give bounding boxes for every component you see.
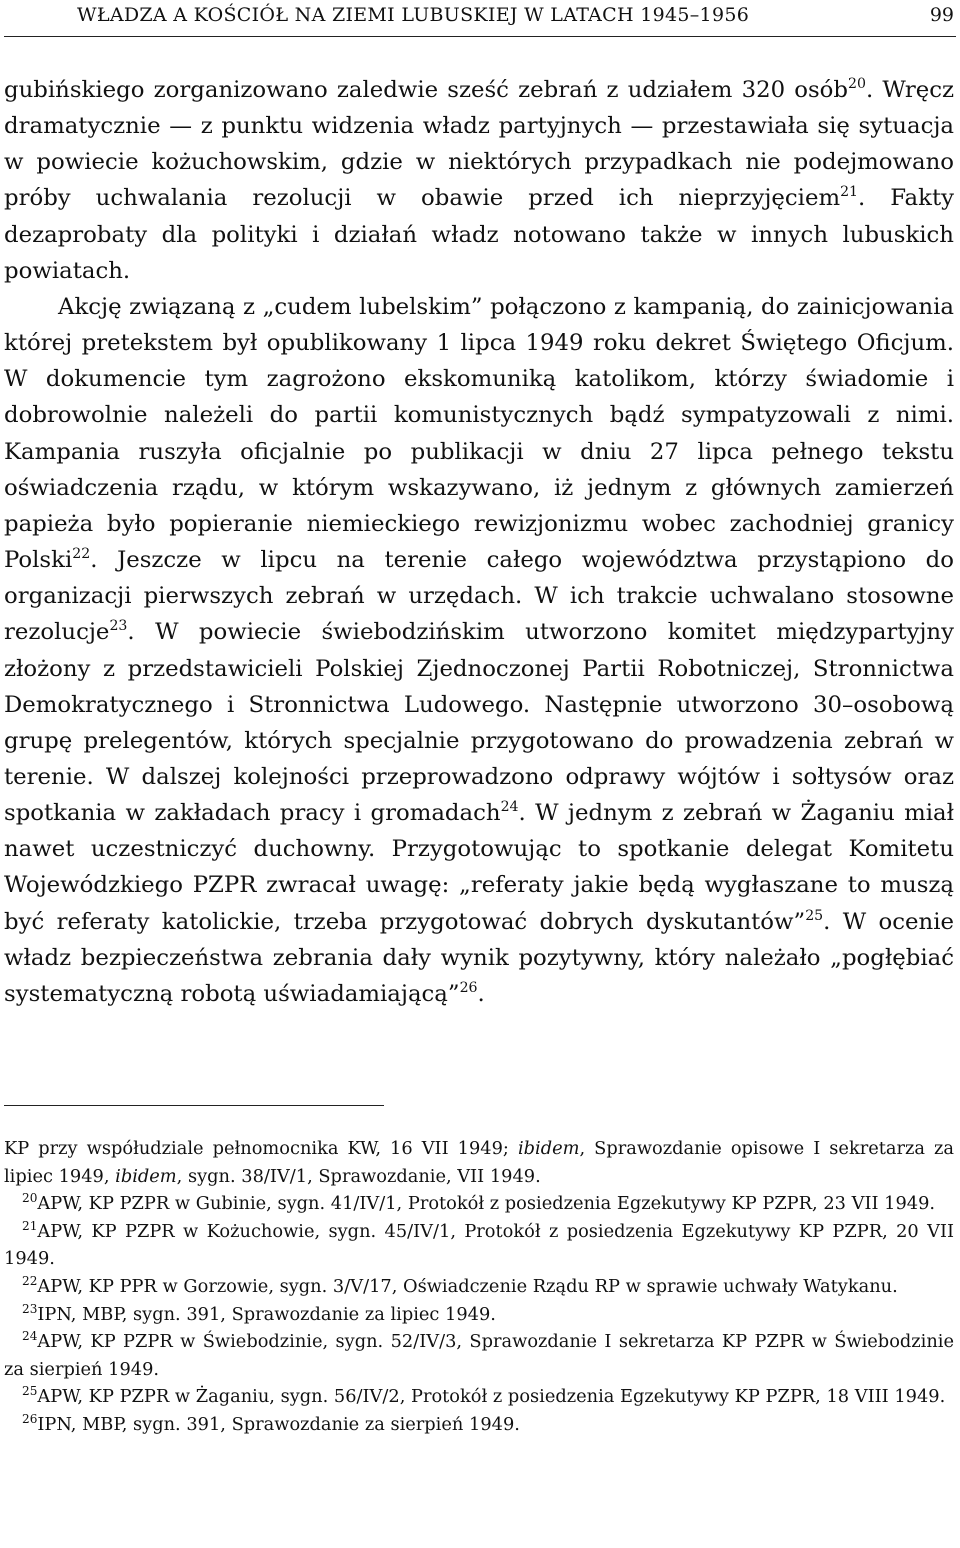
footnote-text: APW, KP PPR w Gorzowie, sygn. 3/V/17, Oświadczenie Rządu RP w sprawie uchwały Watykanu.	[37, 1275, 898, 1297]
footnote-ref-21: 21	[840, 184, 859, 201]
paragraph-2	[4, 289, 954, 1012]
italic-ibidem: ibidem	[517, 1138, 580, 1159]
footnote-number: 26	[22, 1411, 38, 1426]
paragraph-1	[4, 72, 954, 289]
footnote-ref-23: 23	[109, 618, 128, 635]
footnote-divider	[4, 1105, 384, 1106]
footnote-ref-25: 25	[805, 907, 824, 924]
text-run: . W powiecie świebodzińskim utworzono komitet międzypartyjny złożony z przedstawicieli Polskiej Zjednoczonej Partii Robotniczej, Stronnictwa Demokratycznego i Stronnictwa Ludowego. Następnie utworzono 30–osobową grupę prelegentów, których specjalnie przygotowano do prowadzenia zebrań w terenie. W dalszej kolejności przeprowadzono odprawy wójtów i sołtysów oraz spotkania w zakładach pracy i gromadach	[4, 619, 954, 827]
text-run: . W jednym z zebrań w Żaganiu miał nawet uczestniczyć duchowny. Przygotowując to spotkanie delegat Komitetu Wojewódzkiego PZPR zwracał uwagę: „referaty jakie będą wygłaszane to muszą być referaty katolickie, trzeba przygotować dobrych dyskutantów”	[4, 800, 954, 935]
footnote-number: 23	[22, 1301, 38, 1316]
footnote-22	[4, 1273, 954, 1301]
text-run: KP przy współudziale pełnomocnika KW, 16 VII 1949;	[4, 1138, 518, 1159]
text-run: , sygn. 38/IV/1, Sprawozdanie, VII 1949.	[176, 1165, 541, 1187]
footnote-number: 22	[22, 1273, 38, 1288]
text-run: .	[477, 980, 485, 1007]
footnote-ref-20: 20	[848, 75, 866, 92]
footnote-ref-24: 24	[500, 798, 519, 815]
footnote-number: 24	[22, 1328, 38, 1343]
footnote-ref-26: 26	[459, 979, 478, 996]
text-run: gubińskiego zorganizowano zaledwie sześć zebrań z udziałem 320 osób	[4, 77, 849, 103]
footnotes	[4, 1135, 954, 1439]
footnote-21	[4, 1218, 954, 1273]
footnote-26	[4, 1411, 954, 1439]
footnote-23	[4, 1301, 954, 1329]
footnote-text: IPN, MBP, sygn. 391, Sprawozdanie za sierpień 1949.	[37, 1413, 520, 1435]
page-number: 99	[929, 4, 954, 26]
footnote-number: 25	[22, 1384, 38, 1399]
footnote-continuation	[4, 1135, 954, 1190]
footnote-24	[4, 1328, 954, 1383]
text-run: Akcję związaną z „cudem lubelskim” połączono z kampanią, do zainicjowania której pretekstem był opublikowany 1 lipca 1949 roku dekret Świętego Oficjum. W dokumencie tym zagrożono ekskomuniką katolikom, którzy świadomie i dobrowolnie należeli do partii komunistycznych bądź sympatyzowali z nimi. Kampania ruszyła oficjalnie po publikacji w dniu 27 lipca pełnego tekstu oświadczenia rządu, w którym wskazywano, iż jednym z głównych zamierzeń papieża było popieranie niemieckiego rewizjonizmu wobec zachodniej granicy Polski	[4, 293, 954, 574]
text-run: . Jeszcze w lipcu na terenie całego województwa przystąpiono do organizacji pierwszych zebrań w urzędach. W ich trakcie uchwalano stosowne rezolucje	[4, 547, 954, 646]
footnote-text: APW, KP PZPR w Gubinie, sygn. 41/IV/1, Protokół z posiedzenia Egzekutywy KP PZPR, 23 VII 1949.	[37, 1193, 936, 1215]
footnote-text: APW, KP PZPR w Świebodzinie, sygn. 52/IV/3, Sprawozdanie I sekretarza KP PZPR w Świebodzinie za sierpień 1949.	[4, 1331, 954, 1380]
running-head: WŁADZA A KOŚCIÓŁ NA ZIEMI LUBUSKIEJ W LATACH 1945–1956	[77, 4, 750, 26]
footnote-number: 20	[22, 1190, 38, 1205]
page-header	[4, 0, 956, 37]
footnote-text: APW, KP PZPR w Żaganiu, sygn. 56/IV/2, Protokół z posiedzenia Egzekutywy KP PZPR, 18 VIII 1949.	[37, 1386, 946, 1408]
footnote-20	[4, 1190, 954, 1218]
text-run: . Wręcz dramatycznie — z punktu widzenia władz partyjnych — przestawiała się sytuacja w powiecie kożuchowskim, gdzie w niektórych przypadkach nie podejmowano próby uchwalania rezolucji w obawie przed ich nieprzyjęciem	[4, 77, 954, 212]
text-run: . W ocenie władz bezpieczeństwa zebrania dały wynik pozytywny, który należało „pogłębiać systematyczną robotą uświadamiającą”	[4, 908, 955, 1007]
footnote-text: IPN, MBP, sygn. 391, Sprawozdanie za lipiec 1949.	[37, 1303, 496, 1325]
italic-ibidem: ibidem	[115, 1165, 177, 1187]
footnote-25	[4, 1383, 954, 1411]
text-run: , Sprawozdanie opisowe I sekretarza za lipiec 1949,	[4, 1138, 954, 1187]
main-text	[4, 72, 954, 1012]
footnote-text: APW, KP PZPR w Kożuchowie, sygn. 45/IV/1, Protokół z posiedzenia Egzekutywy KP PZPR, 20 VII 1949.	[4, 1220, 954, 1270]
footnote-number: 21	[22, 1218, 38, 1233]
text-run: . Fakty dezaprobaty dla polityki i działań władz notowano także w innych lubuskich powiatach.	[4, 185, 954, 284]
footnote-ref-22: 22	[72, 545, 91, 562]
